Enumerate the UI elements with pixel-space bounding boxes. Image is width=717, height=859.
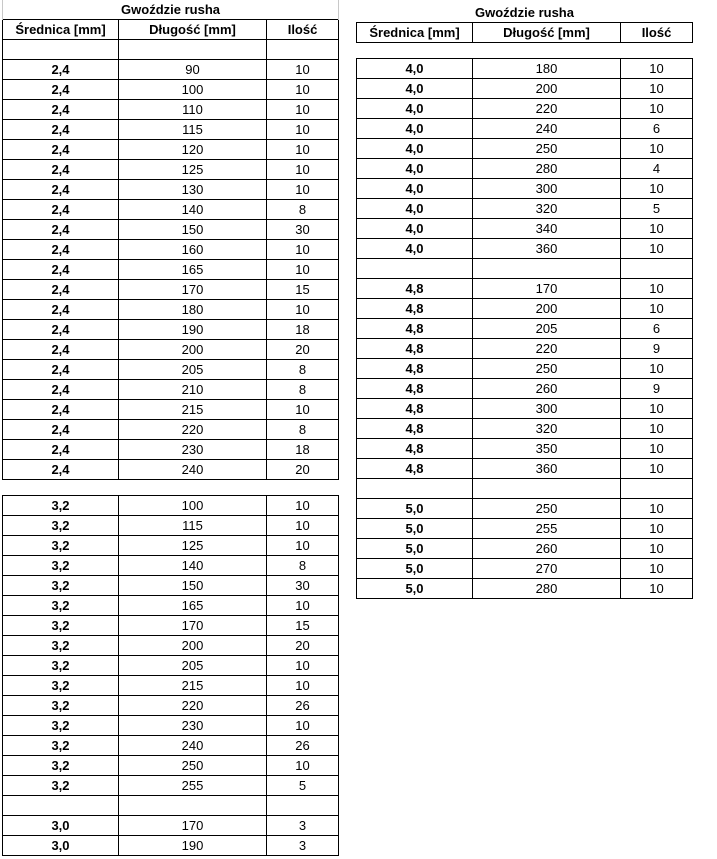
cell-quantity[interactable]: 10 [621,419,693,439]
cell-diameter[interactable]: 3,2 [3,776,119,796]
table-row [3,836,339,856]
table-row [357,139,693,159]
header-quantity[interactable]: Ilość [267,20,339,40]
cell-length[interactable]: 100 [119,496,267,516]
cell-length[interactable]: 240 [473,119,621,139]
cell-diameter[interactable]: 2,4 [3,260,119,280]
cell-length[interactable]: 200 [473,79,621,99]
cell-diameter[interactable]: 2,4 [3,400,119,420]
cell-quantity[interactable]: 10 [621,299,693,319]
cell-quantity[interactable]: 8 [267,200,339,220]
cell-quantity[interactable]: 10 [621,499,693,519]
cell-diameter[interactable]: 2,4 [3,440,119,460]
cell-quantity[interactable]: 5 [267,776,339,796]
cell-length[interactable]: 115 [119,516,267,536]
cell-length[interactable]: 125 [119,536,267,556]
cell-length[interactable]: 230 [119,716,267,736]
gap-cell [119,480,267,496]
cell-diameter[interactable]: 4,0 [357,119,473,139]
table-row [357,59,693,79]
cell-quantity[interactable]: 10 [621,219,693,239]
cell-diameter[interactable]: 5,0 [357,519,473,539]
cell-diameter[interactable]: 2,4 [3,280,119,300]
cell-quantity[interactable]: 10 [621,519,693,539]
cell-quantity[interactable]: 10 [267,60,339,80]
cell-length[interactable]: 205 [119,360,267,380]
table-row [3,816,339,836]
cell-quantity[interactable]: 10 [621,139,693,159]
cell-quantity[interactable]: 10 [267,240,339,260]
cell-length[interactable]: 205 [119,656,267,676]
cell-length[interactable]: 340 [473,219,621,239]
table-row [3,460,339,480]
cell-diameter[interactable] [357,259,473,279]
cell-length[interactable]: 170 [473,279,621,299]
cell-quantity[interactable]: 9 [621,379,693,399]
cell-diameter[interactable]: 5,0 [357,579,473,599]
cell-diameter[interactable]: 3,2 [3,616,119,636]
cell-quantity[interactable]: 10 [621,179,693,199]
cell-length[interactable]: 170 [119,280,267,300]
cell-length[interactable]: 220 [473,99,621,119]
cell-diameter[interactable]: 2,4 [3,360,119,380]
cell-diameter[interactable]: 4,0 [357,179,473,199]
cell-quantity[interactable]: 8 [267,360,339,380]
cell-length[interactable] [119,796,267,816]
cell-length[interactable] [473,479,621,499]
table-row [3,400,339,420]
cell-diameter[interactable]: 5,0 [357,539,473,559]
cell-length[interactable]: 240 [119,460,267,480]
cell-diameter[interactable]: 3,2 [3,496,119,516]
table-row [3,140,339,160]
table-row [357,559,693,579]
cell-diameter[interactable]: 2,4 [3,200,119,220]
table-row [357,379,693,399]
cell-length[interactable] [119,40,267,60]
cell-diameter[interactable]: 4,0 [357,99,473,119]
table-row [3,536,339,556]
cell-quantity[interactable]: 30 [267,220,339,240]
cell-diameter[interactable]: 5,0 [357,559,473,579]
cell-length[interactable]: 300 [473,399,621,419]
cell-length[interactable]: 250 [473,139,621,159]
cell-quantity[interactable]: 20 [267,340,339,360]
cell-quantity[interactable]: 10 [267,140,339,160]
table-row [3,796,339,816]
table-row [3,280,339,300]
cell-diameter[interactable]: 3,2 [3,756,119,776]
cell-quantity[interactable]: 26 [267,736,339,756]
cell-quantity[interactable] [267,796,339,816]
cell-diameter[interactable]: 3,2 [3,576,119,596]
cell-quantity[interactable]: 10 [267,100,339,120]
cell-diameter[interactable]: 4,8 [357,299,473,319]
cell-quantity[interactable]: 20 [267,460,339,480]
gap-cell [473,43,621,59]
gap-cell [267,480,339,496]
cell-diameter[interactable]: 3,2 [3,536,119,556]
cell-length[interactable]: 200 [473,299,621,319]
table-title: Gwoździe rusha [3,0,339,20]
cell-length[interactable]: 300 [473,179,621,199]
cell-length[interactable]: 165 [119,260,267,280]
table-row [357,79,693,99]
cell-quantity[interactable]: 10 [621,459,693,479]
table-title-row [3,0,339,20]
table-row [3,260,339,280]
cell-length[interactable]: 360 [473,459,621,479]
table-row [3,240,339,260]
cell-length[interactable]: 100 [119,80,267,100]
left-nail-table [2,0,339,856]
cell-length[interactable]: 110 [119,100,267,120]
table-row [3,340,339,360]
cell-diameter[interactable]: 2,4 [3,60,119,80]
cell-quantity[interactable] [621,259,693,279]
table-row [3,80,339,100]
cell-length[interactable]: 350 [473,439,621,459]
cell-diameter[interactable]: 3,0 [3,816,119,836]
cell-length[interactable]: 320 [473,199,621,219]
cell-diameter[interactable]: 2,4 [3,220,119,240]
table-row [3,60,339,80]
table-title-row [357,3,693,23]
cell-diameter[interactable] [3,796,119,816]
table-row [357,339,693,359]
cell-diameter[interactable]: 4,0 [357,239,473,259]
cell-quantity[interactable]: 10 [621,99,693,119]
table-row [357,519,693,539]
cell-length[interactable]: 165 [119,596,267,616]
table-row [357,579,693,599]
cell-length[interactable]: 270 [473,559,621,579]
table-row [3,420,339,440]
cell-quantity[interactable]: 4 [621,159,693,179]
cell-quantity[interactable]: 10 [621,279,693,299]
header-length[interactable]: Długość [mm] [119,20,267,40]
header-diameter[interactable]: Średnica [mm] [3,20,119,40]
cell-quantity[interactable]: 10 [621,579,693,599]
cell-diameter[interactable]: 4,8 [357,339,473,359]
cell-length[interactable]: 90 [119,60,267,80]
table-row [3,776,339,796]
cell-quantity[interactable]: 30 [267,576,339,596]
table-row [357,479,693,499]
cell-length[interactable]: 240 [119,736,267,756]
table-row [3,440,339,460]
table-row [3,636,339,656]
cell-quantity[interactable]: 15 [267,280,339,300]
cell-length[interactable]: 220 [473,339,621,359]
header-length[interactable]: Długość [mm] [473,23,621,43]
cell-diameter[interactable]: 4,0 [357,79,473,99]
cell-diameter[interactable]: 5,0 [357,499,473,519]
cell-diameter[interactable]: 2,4 [3,180,119,200]
cell-diameter[interactable]: 4,0 [357,139,473,159]
cell-diameter[interactable]: 2,4 [3,380,119,400]
cell-diameter[interactable]: 2,4 [3,460,119,480]
cell-quantity[interactable]: 10 [621,59,693,79]
cell-length[interactable]: 140 [119,556,267,576]
cell-quantity[interactable]: 10 [267,656,339,676]
table-row [3,556,339,576]
table-row [3,180,339,200]
cell-diameter[interactable]: 2,4 [3,320,119,340]
cell-quantity[interactable] [267,40,339,60]
cell-quantity[interactable]: 8 [267,380,339,400]
cell-quantity[interactable]: 10 [267,496,339,516]
table-row [357,399,693,419]
cell-quantity[interactable]: 10 [267,596,339,616]
cell-quantity[interactable]: 6 [621,119,693,139]
cell-quantity[interactable]: 10 [267,716,339,736]
cell-diameter[interactable]: 3,2 [3,656,119,676]
cell-diameter[interactable]: 4,8 [357,319,473,339]
cell-quantity[interactable]: 8 [267,420,339,440]
cell-diameter[interactable]: 3,2 [3,676,119,696]
cell-diameter[interactable]: 4,8 [357,419,473,439]
cell-quantity[interactable] [621,479,693,499]
table-row [357,299,693,319]
gap-cell [3,480,119,496]
cell-length[interactable]: 255 [473,519,621,539]
cell-diameter[interactable]: 3,2 [3,736,119,756]
table-row [357,419,693,439]
cell-length[interactable]: 250 [119,756,267,776]
table-row [357,159,693,179]
cell-length[interactable]: 220 [119,696,267,716]
cell-length[interactable]: 190 [119,320,267,340]
table-row [3,200,339,220]
cell-length[interactable]: 215 [119,676,267,696]
cell-length[interactable]: 320 [473,419,621,439]
cell-length[interactable] [473,259,621,279]
cell-diameter[interactable]: 2,4 [3,80,119,100]
cell-diameter[interactable]: 2,4 [3,100,119,120]
cell-quantity[interactable]: 10 [621,439,693,459]
cell-length[interactable]: 220 [119,420,267,440]
cell-length[interactable]: 130 [119,180,267,200]
table-gap-row [3,480,339,496]
cell-diameter[interactable]: 4,8 [357,459,473,479]
cell-diameter[interactable]: 3,2 [3,596,119,616]
cell-diameter[interactable]: 3,2 [3,716,119,736]
cell-diameter[interactable]: 2,4 [3,340,119,360]
cell-quantity[interactable]: 10 [621,559,693,579]
table-row [357,99,693,119]
table-row [3,220,339,240]
table-row [3,676,339,696]
cell-diameter[interactable] [3,40,119,60]
cell-length[interactable]: 250 [473,359,621,379]
cell-length[interactable]: 260 [473,379,621,399]
cell-length[interactable]: 230 [119,440,267,460]
cell-length[interactable]: 200 [119,636,267,656]
table-row [3,160,339,180]
cell-quantity[interactable]: 3 [267,816,339,836]
cell-length[interactable]: 200 [119,340,267,360]
cell-length[interactable]: 150 [119,220,267,240]
table-row [3,360,339,380]
cell-quantity[interactable]: 6 [621,319,693,339]
table-row [3,716,339,736]
cell-length[interactable]: 180 [473,59,621,79]
cell-quantity[interactable]: 10 [621,539,693,559]
table-row [3,320,339,340]
cell-length[interactable]: 115 [119,120,267,140]
cell-diameter[interactable]: 4,8 [357,399,473,419]
cell-quantity[interactable]: 10 [267,120,339,140]
table-row [3,380,339,400]
table-row [3,616,339,636]
cell-quantity[interactable]: 10 [621,359,693,379]
cell-diameter[interactable]: 2,4 [3,120,119,140]
table-row [3,756,339,776]
table-row [357,439,693,459]
cell-length[interactable]: 190 [119,836,267,856]
cell-quantity[interactable]: 10 [267,756,339,776]
cell-diameter[interactable]: 3,2 [3,636,119,656]
table-title: Gwoździe rusha [475,4,574,20]
gap-cell [621,43,693,59]
cell-diameter[interactable] [357,479,473,499]
cell-length[interactable]: 180 [119,300,267,320]
cell-quantity[interactable]: 10 [267,300,339,320]
header-quantity[interactable]: Ilość [621,23,693,43]
table-row [357,119,693,139]
cell-length[interactable]: 170 [119,616,267,636]
table-row [357,259,693,279]
cell-quantity[interactable]: 10 [621,399,693,419]
cell-quantity[interactable]: 10 [621,239,693,259]
cell-length[interactable]: 160 [119,240,267,260]
right-nail-table [356,3,693,599]
cell-quantity[interactable]: 9 [621,339,693,359]
cell-quantity[interactable]: 20 [267,636,339,656]
cell-quantity[interactable]: 18 [267,320,339,340]
cell-diameter[interactable]: 4,8 [357,379,473,399]
table-header-row [357,23,693,43]
cell-diameter[interactable]: 2,4 [3,160,119,180]
cell-diameter[interactable]: 3,2 [3,556,119,576]
cell-length[interactable]: 120 [119,140,267,160]
cell-length[interactable]: 250 [473,499,621,519]
cell-diameter[interactable]: 4,8 [357,279,473,299]
cell-quantity[interactable]: 10 [267,180,339,200]
cell-quantity[interactable]: 10 [267,260,339,280]
table-row [3,120,339,140]
cell-diameter[interactable]: 4,8 [357,359,473,379]
cell-diameter[interactable]: 4,0 [357,59,473,79]
cell-diameter[interactable]: 4,0 [357,219,473,239]
cell-length[interactable]: 125 [119,160,267,180]
table-gap-row [357,43,693,59]
table-row [3,576,339,596]
cell-quantity[interactable]: 8 [267,556,339,576]
table-row [357,239,693,259]
table-row [357,179,693,199]
cell-diameter[interactable]: 2,4 [3,240,119,260]
cell-length[interactable]: 170 [119,816,267,836]
cell-length[interactable]: 280 [473,579,621,599]
cell-quantity[interactable]: 10 [267,536,339,556]
cell-quantity[interactable]: 10 [267,400,339,420]
cell-quantity[interactable]: 10 [267,516,339,536]
cell-quantity[interactable]: 15 [267,616,339,636]
cell-length[interactable]: 140 [119,200,267,220]
table-row [3,596,339,616]
gap-cell [357,43,473,59]
table-row [357,319,693,339]
table-header-row [3,20,339,40]
cell-diameter[interactable]: 3,2 [3,696,119,716]
table-row [357,499,693,519]
table-row [357,199,693,219]
cell-diameter[interactable]: 4,0 [357,199,473,219]
cell-quantity[interactable]: 18 [267,440,339,460]
cell-quantity[interactable]: 10 [267,160,339,180]
table-row [3,656,339,676]
cell-diameter[interactable]: 2,4 [3,420,119,440]
table-row [3,736,339,756]
table-row [357,219,693,239]
table-row [357,459,693,479]
cell-length[interactable]: 260 [473,539,621,559]
cell-diameter[interactable]: 4,8 [357,439,473,459]
cell-length[interactable]: 150 [119,576,267,596]
table-row [357,279,693,299]
cell-diameter[interactable]: 4,0 [357,159,473,179]
table-row [3,516,339,536]
cell-length[interactable]: 255 [119,776,267,796]
cell-length[interactable]: 210 [119,380,267,400]
cell-diameter[interactable]: 3,2 [3,516,119,536]
cell-quantity[interactable]: 5 [621,199,693,219]
cell-quantity[interactable]: 3 [267,836,339,856]
cell-quantity[interactable]: 10 [267,80,339,100]
cell-length[interactable]: 360 [473,239,621,259]
cell-length[interactable]: 215 [119,400,267,420]
cell-diameter[interactable]: 2,4 [3,300,119,320]
table-row [357,539,693,559]
cell-diameter[interactable]: 3,0 [3,836,119,856]
table-row [3,40,339,60]
cell-quantity[interactable]: 26 [267,696,339,716]
table-row [3,300,339,320]
table-row [357,359,693,379]
cell-diameter[interactable]: 2,4 [3,140,119,160]
cell-quantity[interactable]: 10 [621,79,693,99]
table-row [3,100,339,120]
cell-length[interactable]: 205 [473,319,621,339]
cell-quantity[interactable]: 10 [267,676,339,696]
cell-length[interactable]: 280 [473,159,621,179]
table-row [3,696,339,716]
table-row [3,496,339,516]
header-diameter[interactable]: Średnica [mm] [357,23,473,43]
